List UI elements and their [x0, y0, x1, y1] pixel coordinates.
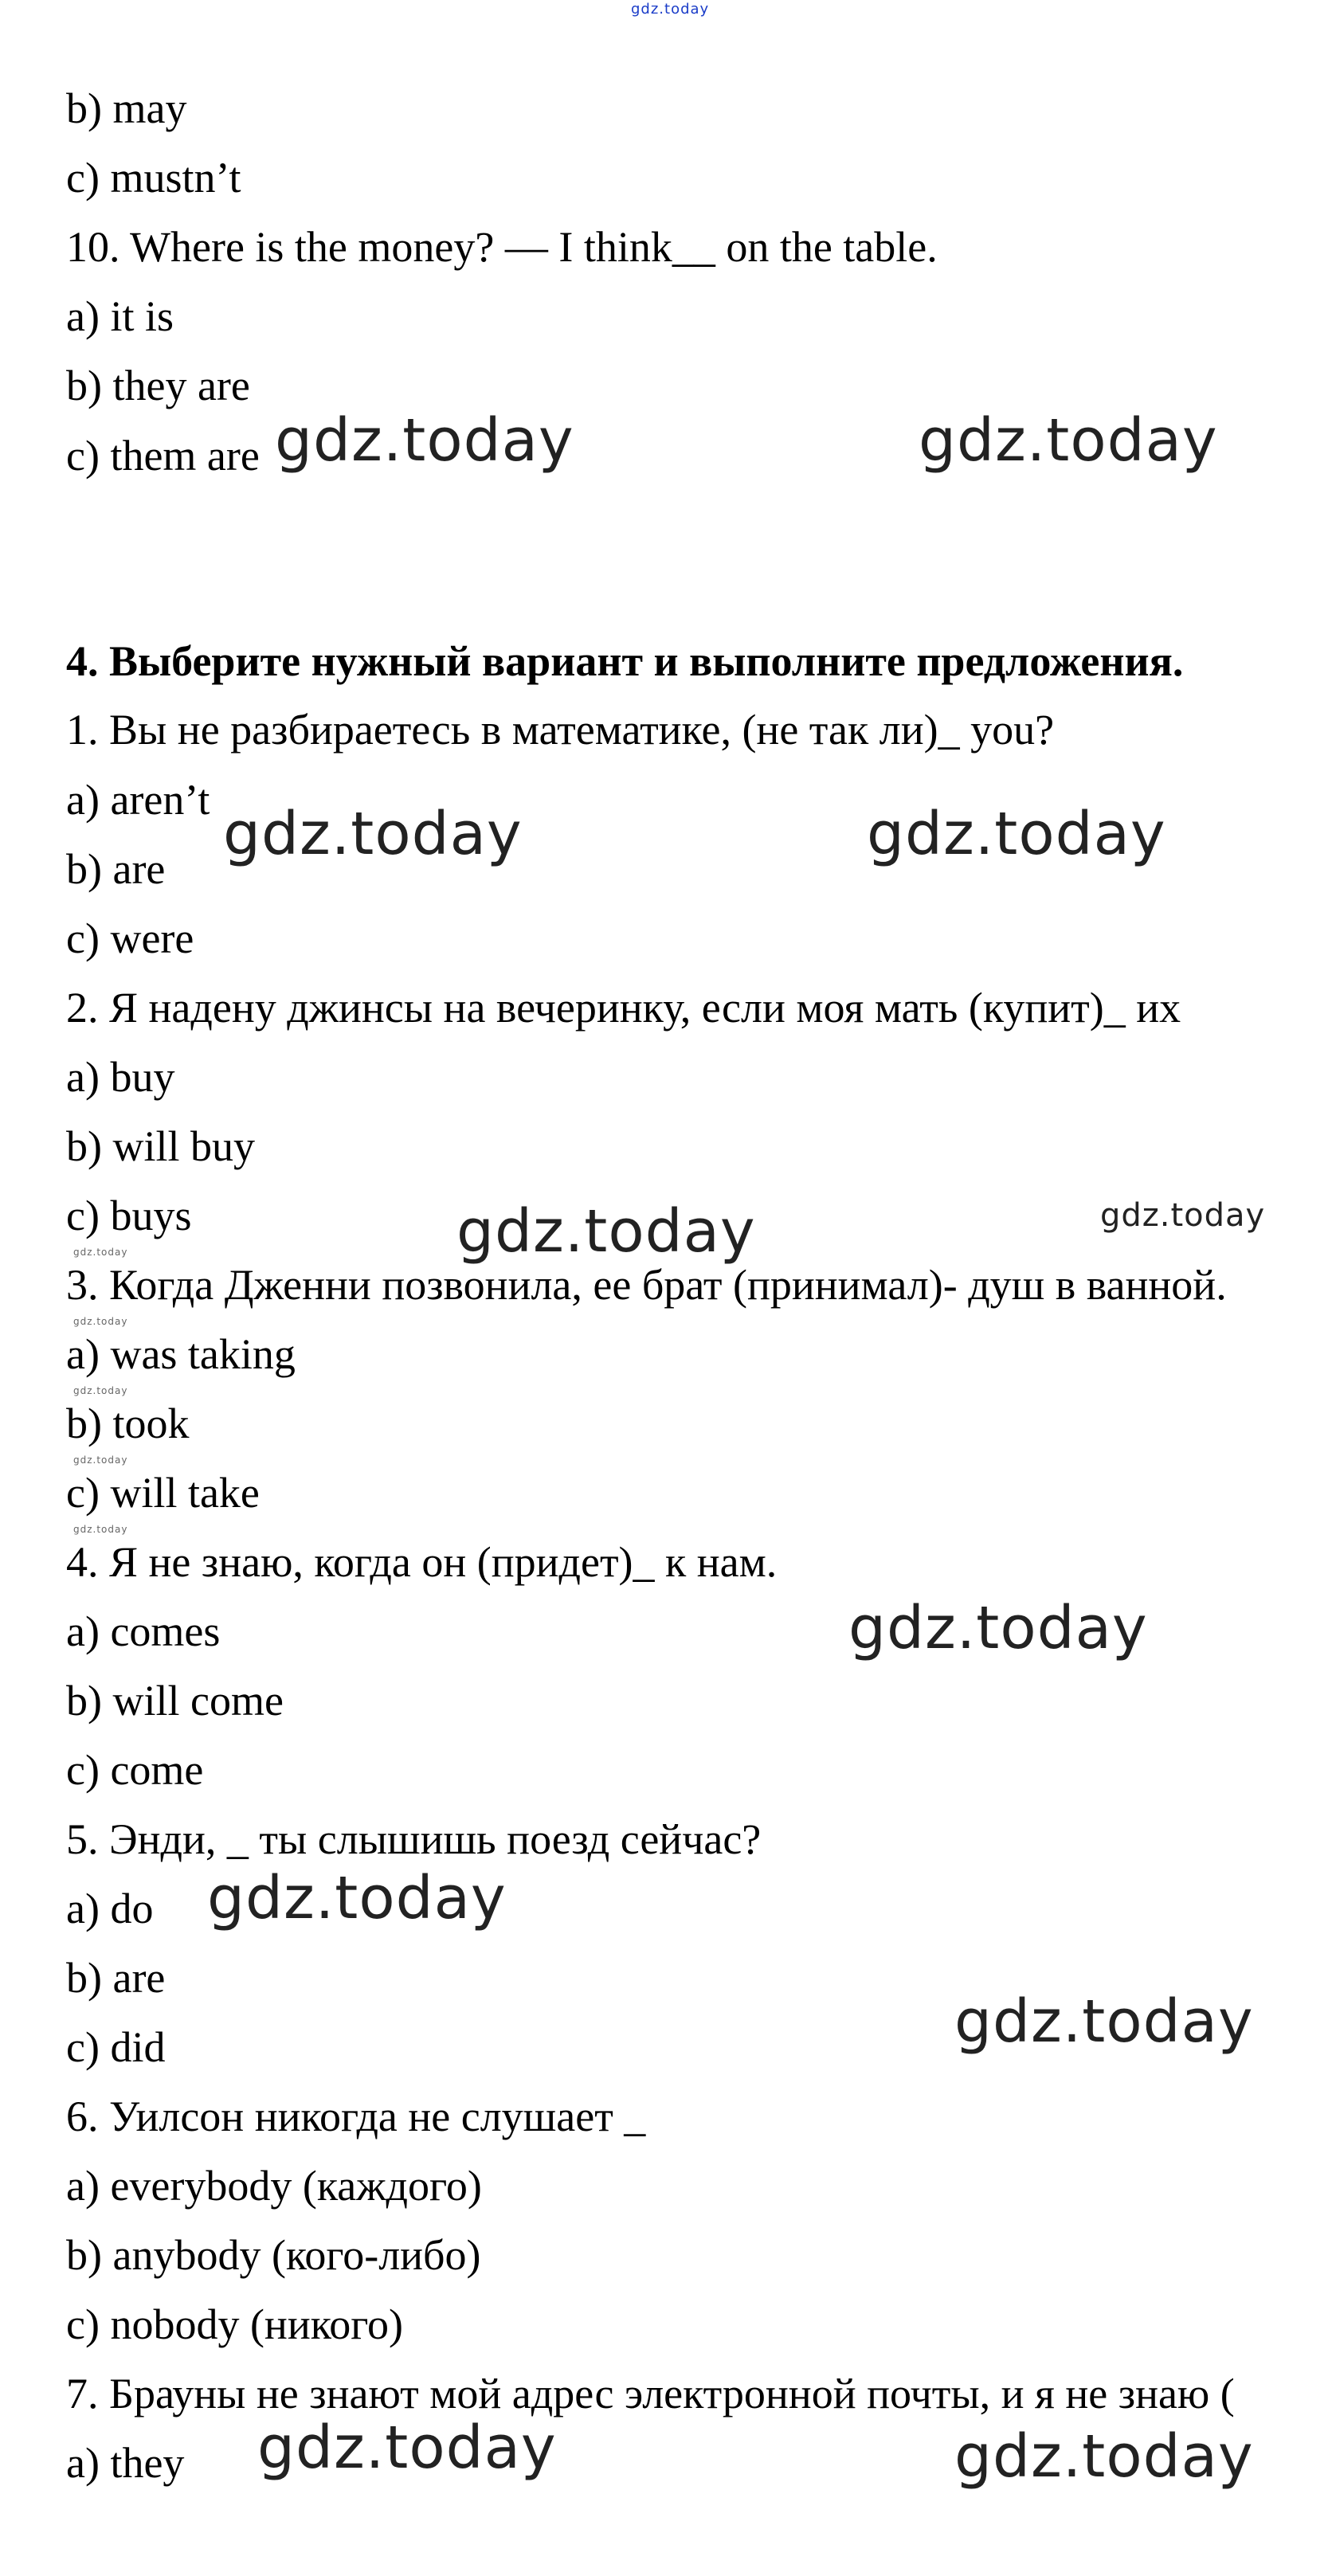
- q3-option-c: c) will take: [66, 1469, 260, 1517]
- question-7: 7. Брауны не знают мой адрес электронной почты, и я не знаю (: [66, 2370, 1235, 2417]
- q1-option-b: b) are: [66, 845, 166, 893]
- q6-option-c: c) nobody (никого): [66, 2300, 404, 2348]
- q4-option-c: c) come: [66, 1746, 204, 1794]
- option-a-it-is: a) it is: [66, 292, 174, 340]
- q5-option-b: b) are: [66, 1954, 166, 2002]
- watermark: gdz.today: [456, 1197, 756, 1266]
- q5-option-c: c) did: [66, 2023, 166, 2071]
- q6-option-b: b) anybody (кого-либо): [66, 2231, 481, 2279]
- question-4: 4. Я не знаю, когда он (придет)_ к нам.: [66, 1538, 778, 1586]
- watermark: gdz.today: [919, 406, 1218, 475]
- q4-option-a: a) comes: [66, 1607, 221, 1655]
- question-10: 10. Where is the money? — I think__ on the table.: [66, 223, 938, 271]
- watermark: gdz.today: [954, 2422, 1254, 2491]
- question-1: 1. Вы не разбираетесь в математике, (не так ли)_ you?: [66, 706, 1055, 754]
- watermark: gdz.today: [275, 406, 574, 475]
- option-b-may: b) may: [66, 84, 187, 132]
- q2-option-a: a) buy: [66, 1053, 175, 1101]
- watermark: gdz.today: [867, 800, 1166, 868]
- question-2: 2. Я надену джинсы на вечеринку, если моя мать (купит)_ их: [66, 984, 1181, 1032]
- q2-option-c: c) buys: [66, 1192, 192, 1239]
- q4-option-b: b) will come: [66, 1677, 284, 1725]
- watermark: gdz.today: [223, 800, 523, 868]
- q3-option-b: b) took: [66, 1400, 190, 1447]
- top-watermark: gdz.today: [631, 1, 710, 18]
- watermark: gdz.today: [848, 1594, 1148, 1662]
- question-5: 5. Энди, _ ты слышишь поезд сейчас?: [66, 1815, 762, 1863]
- watermark: gdz.today: [257, 2414, 557, 2482]
- q3-option-a: a) was taking: [66, 1330, 296, 1378]
- q1-option-a: a) aren’t: [66, 776, 210, 824]
- option-b-they-are: b) they are: [66, 362, 250, 409]
- option-c-mustnt: c) mustn’t: [66, 154, 241, 202]
- q5-option-a: a) do: [66, 1885, 154, 1932]
- question-3: 3. Когда Дженни позвонила, ее брат (принимал)- душ в ванной.: [66, 1261, 1227, 1309]
- small-watermark: gdz.today: [73, 1247, 128, 1258]
- small-watermark: gdz.today: [73, 1454, 128, 1466]
- small-watermark: gdz.today: [73, 1385, 128, 1396]
- q7-option-a: a) they: [66, 2439, 185, 2487]
- section-4-heading: 4. Выберите нужный вариант и выполните предложения.: [66, 637, 1184, 685]
- q1-option-c: c) were: [66, 914, 194, 962]
- watermark: gdz.today: [1100, 1197, 1266, 1234]
- question-6: 6. Уилсон никогда не слушает _: [66, 2093, 646, 2140]
- watermark: gdz.today: [207, 1864, 507, 1932]
- watermark: gdz.today: [954, 1987, 1254, 2056]
- q6-option-a: a) everybody (каждого): [66, 2162, 482, 2210]
- q2-option-b: b) will buy: [66, 1122, 255, 1170]
- option-c-them-are: c) them are: [66, 432, 260, 480]
- small-watermark: gdz.today: [73, 1524, 128, 1535]
- small-watermark: gdz.today: [73, 1316, 128, 1327]
